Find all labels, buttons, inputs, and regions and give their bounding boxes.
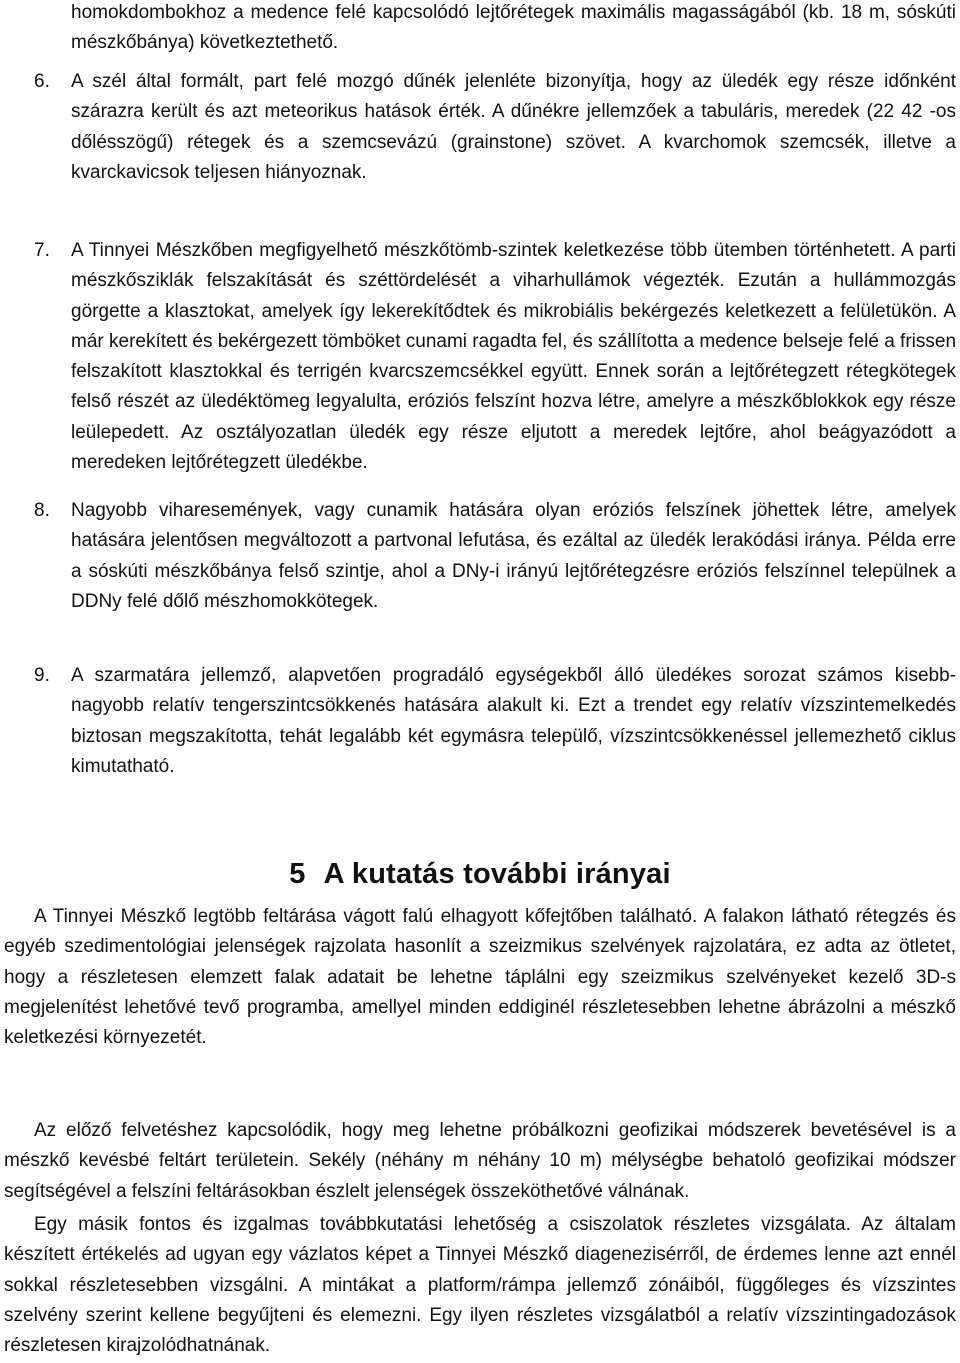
list-item-text: A Tinnyei Mészkőben megfigyelhető mészkőtömb-szintek keletkezése több ütemben történhetett. A parti mészkősziklák felszakítását és széttördelését a viharhullámok végezték. Ezután a hullámmozgás görgette a klasztokat, amelyek így lekerekítődtek és mikrobiális bekérgezés keletkezett a felületükön. A már kerekített és bekérgezett tömböket cunami ragadta fel, és szállította a medence belseje felé a frissen felszakított klasztokkal és terrigén kvarcszemcsékkel együtt. Ennek során a lejtőrétegzett rétegkötegek felső részét az üledéktömeg legyalulta, eróziós felszínt hozva létre, amelyre a mészkőblokkok egy része leülepedett. Az osztályozatlan üledék egy része eljutott a meredek lejtőre, ahol beágyazódott a meredeken lejtőrétegzett üledékbe. — [71, 240, 957, 474]
list-item-6 — [34, 67, 956, 188]
list-item-8 — [34, 496, 956, 617]
list-item-number: 9. — [34, 665, 50, 686]
list-item-number: 7. — [34, 240, 50, 261]
list-item-text: A szarmatára jellemző, alapvetően progradáló egységekből álló üledékes sorozat számos kisebb-nagyobb relatív tengerszintcsökkenés hatására alakult ki. Ezt a trendet egy relatív vízszintemelkedés biztosan megszakította, tehát legalább két egymásra települő, vízszintcsökkenéssel jellemezhető ciklus kimutatható. — [71, 665, 956, 777]
section-title: A kutatás további irányai — [323, 858, 671, 891]
paragraph-text: A Tinnyei Mészkő legtöbb feltárása vágott falú elhagyott kőfejtőben található. A falakon látható rétegzés és egyéb szedimentológiai jelenségek rajzolata hasonlít a szeizmikus szelvények rajzolatára, ez adta az ötletet, hogy a részletesen elemzett falak adatait be lehetne táplálni egy szeizmikus szelvényeket kezelő 3D-s megjelenítést lehetővé tevő programba, amellyel minden eddiginél részletesebben lehetne ábrázolni a mészkő keletkezési környezetét. — [4, 906, 956, 1049]
continuation-paragraph: homokdombokhoz a medence felé kapcsolódó lejtőrétegek maximális magasságából (kb. 18 m, sóskúti mészkőbánya) következtethető. — [71, 2, 956, 54]
section-number: 5 — [289, 858, 306, 891]
section-heading — [0, 850, 960, 898]
list-item-text: Nagyobb viharesemények, vagy cunamik hatására olyan eróziós felszínek jöhettek létre, amelyek hatására jelentősen megváltozott a partvonal lefutása, és ezáltal az üledék lerakódási iránya. Példa erre a sóskúti mészkőbánya felső szintje, ahol a DNy-i irányú lejtőrétegzésre eróziós felszínnel települnek a DDNy felé dőlő mészhomokkötegek. — [71, 500, 956, 612]
list-item-7 — [34, 236, 956, 478]
body-paragraph — [4, 1116, 956, 1207]
list-item-number: 6. — [34, 71, 50, 92]
list-item-number: 8. — [34, 500, 50, 521]
body-paragraph — [4, 902, 956, 1053]
list-item-text: A szél által formált, part felé mozgó dűnék jelenléte bizonyítja, hogy az üledék egy része időnként szárazra került és azt meteorikus hatások érték. A dűnékre jellemzőek a tabuláris, meredek (22 42 -os dőlésszögű) rétegek és a szemcsevázú (grainstone) szövet. A kvarchomok szemcsék, illetve a kvarckavicsok teljesen hiányoznak. — [71, 71, 956, 183]
paragraph-text: Az előző felvetéshez kapcsolódik, hogy meg lehetne próbálkozni geofizikai módszerek bevetésével is a mészkő kevésbé feltárt területein. Sekély (néhány m néhány 10 m) mélységbe behatoló geofizikai módszer segítségével a felszíni feltárásokban észlelt jelenségek összeköthetővé válnának. — [4, 1120, 956, 1202]
paragraph-text: Egy másik fontos és izgalmas továbbkutatási lehetőség a csiszolatok részletes vizsgálata. Az általam készített értékelés ad ugyan egy vázlatos képet a Tinnyei Mészkő diagenezisérről, de érdemes lenne azt ennél sokkal részletesebben vizsgálni. A mintákat a platform/rámpa jellemző zónáiból, függőleges és vízszintes szelvény szerint kellene begyűjteni és elemezni. Egy ilyen részletes vizsgálatból a relatív vízszintingadozások részletesen kirajzolódhatnának. — [4, 1214, 956, 1357]
body-paragraph — [4, 1210, 956, 1361]
list-item-9 — [34, 661, 956, 782]
